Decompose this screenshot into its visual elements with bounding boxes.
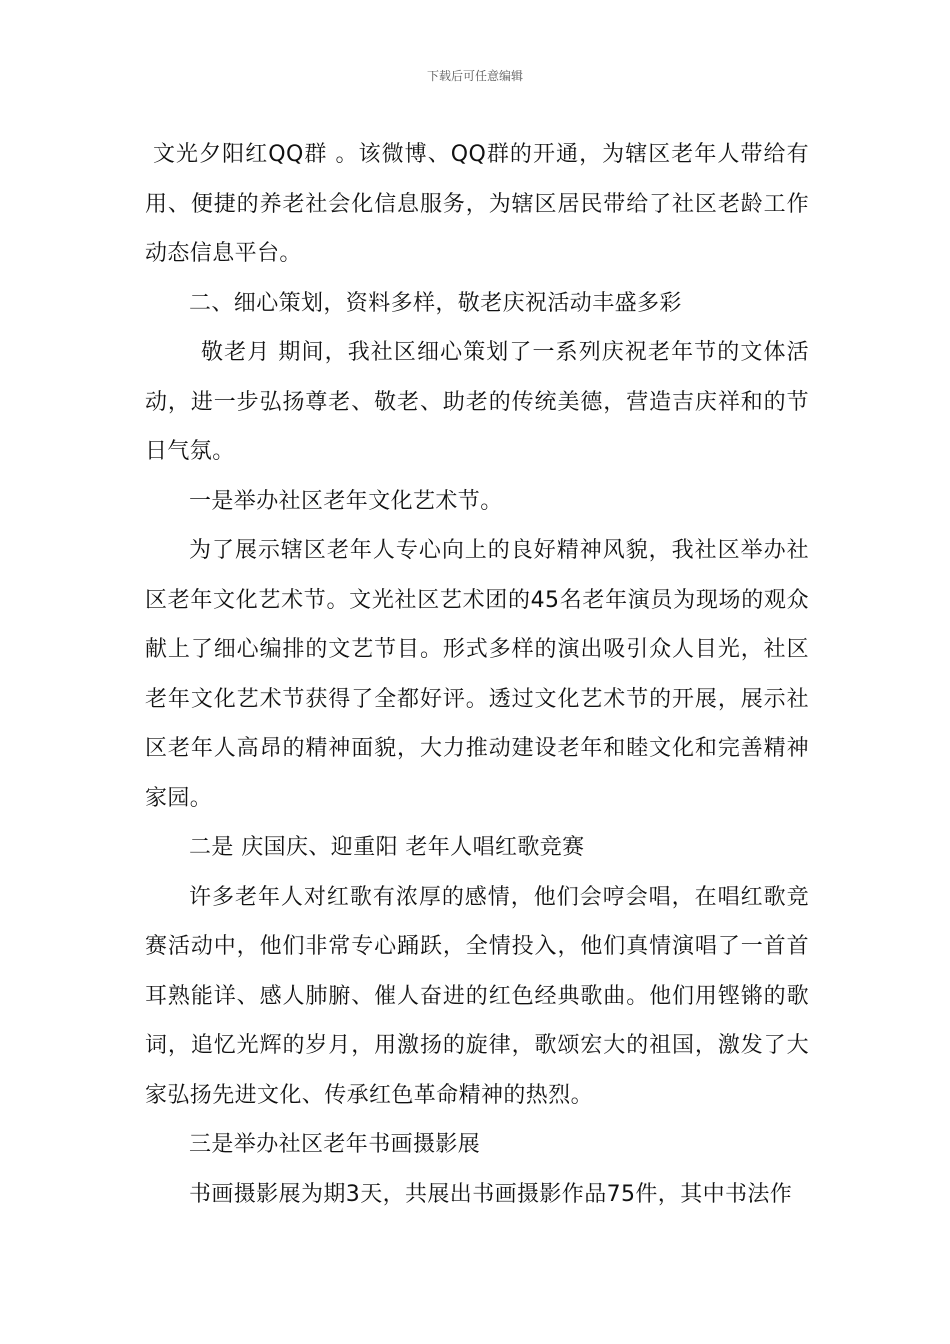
paragraph: 敬老月 期间，我社区细心策划了一系列庆祝老年节的文体活动，进一步弘扬尊老、敬老、助老的传统美德，营造吉庆祥和的节日气氛。 <box>145 340 809 464</box>
subsection-heading: 二是 庆国庆、迎重阳 老年人唱红歌竞赛 <box>189 835 585 860</box>
paragraph: 书画摄影展为期3天，共展出书画摄影作品75件，其中书法作 <box>189 1181 793 1207</box>
paragraph: 文光夕阳红QQ群 。该微博、QQ群的开通，为辖区老年人带给有用、便捷的养老社会化信息服务，为辖区居民带给了社区老龄工作动态信息平台。 <box>145 142 809 266</box>
subsection-heading: 三是举办社区老年书画摄影展 <box>189 1132 481 1157</box>
paragraph: 为了展示辖区老年人专心向上的良好精神风貌，我社区举办社区老年文化艺术节。文光社区艺术团的45名老年演员为现场的观众献上了细心编排的文艺节目。形式多样的演出吸引众人目光，社区老年文化艺术节获得了全都好评。透过文化艺术节的开展，展示社区老年人高昂的精神面貌，大力推动建设老年和睦文化和完善精神家园。 <box>145 538 809 811</box>
subsection-heading: 一是举办社区老年文化艺术节。 <box>189 488 503 514</box>
page-header: 下载后可任意编辑 <box>426 69 523 83</box>
paragraph: 许多老年人对红歌有浓厚的感情，他们会哼会唱，在唱红歌竞赛活动中，他们非常专心踊跃，全情投入，他们真情演唱了一首首耳熟能详、感人肺腑、催人奋进的红色经典歌曲。他们用铿锵的歌词，追忆光辉的岁月，用激扬的旋律，歌颂宏大的祖国，激发了大家弘扬先进文化、传承红色革命精神的热烈。 <box>145 884 809 1108</box>
document-body <box>145 130 809 1219</box>
section-heading: 二、细心策划，资料多样，敬老庆祝活动丰盛多彩 <box>189 290 682 316</box>
